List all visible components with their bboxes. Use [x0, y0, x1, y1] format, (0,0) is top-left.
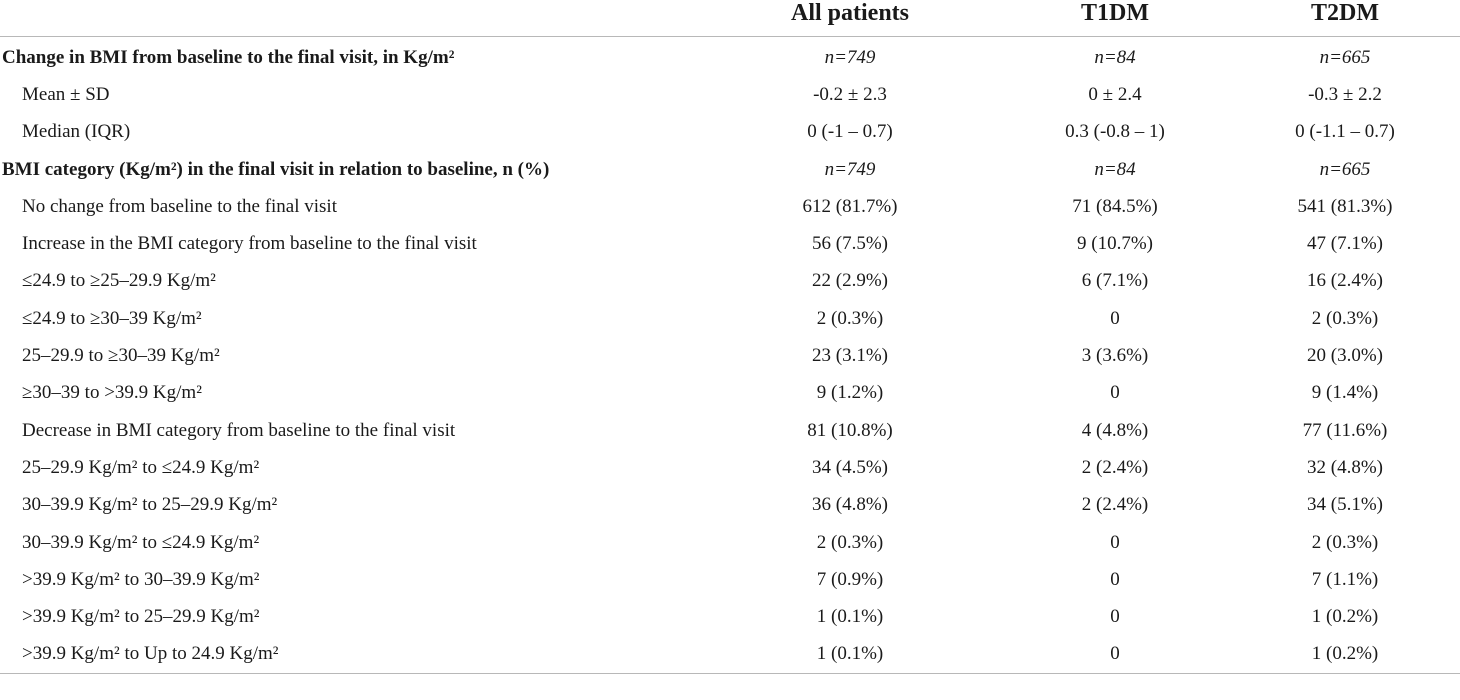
cell-all-patients: -0.2 ± 2.3 — [813, 83, 887, 105]
row-label: ≤24.9 to ≥25–29.9 Kg/m² — [22, 270, 216, 292]
cell-all-patients: 2 (0.3%) — [816, 531, 884, 553]
cell-all-patients: n=749 — [824, 158, 876, 180]
table-row — [0, 188, 1460, 225]
cell-t2dm: 20 (3.0%) — [1307, 345, 1383, 367]
cell-all-patients: 0 (-1 – 0.7) — [807, 121, 893, 143]
cell-t1dm: 0 — [1000, 636, 1230, 674]
cell-all-patients: 34 (4.5%) — [812, 456, 888, 478]
cell-t1dm: 0 — [1110, 531, 1120, 553]
row-label: Change in BMI from baseline to the final visit, in Kg/m² — [2, 46, 455, 68]
row-label: >39.9 Kg/m² to Up to 24.9 Kg/m² — [0, 636, 700, 674]
cell-all-patients: 22 (2.9%) — [812, 270, 888, 292]
cell-t1dm: 0 ± 2.4 — [1088, 83, 1142, 105]
table-row — [0, 561, 1460, 598]
cell-t1dm: n=84 — [1094, 158, 1136, 180]
table-row — [0, 636, 1460, 674]
table-row — [0, 598, 1460, 635]
cell-t2dm: 34 (5.1%) — [1307, 494, 1383, 516]
row-label: 30–39.9 Kg/m² to ≤24.9 Kg/m² — [22, 531, 260, 553]
cell-t2dm: 77 (11.6%) — [1302, 419, 1388, 441]
cell-t1dm: 0 — [1110, 382, 1120, 404]
row-label: >39.9 Kg/m² to 25–29.9 Kg/m² — [22, 606, 260, 628]
header-t2dm: T2DM — [1230, 0, 1460, 37]
cell-t1dm: 2 (2.4%) — [1081, 456, 1149, 478]
row-label: No change from baseline to the final visit — [22, 195, 337, 217]
cell-t1dm: 71 (84.5%) — [1072, 195, 1158, 217]
cell-t1dm: 0.3 (-0.8 – 1) — [1065, 121, 1165, 143]
cell-t2dm: 541 (81.3%) — [1297, 195, 1393, 217]
table-row — [0, 375, 1460, 412]
cell-t1dm: 2 (2.4%) — [1081, 494, 1149, 516]
cell-t2dm: 2 (0.3%) — [1311, 531, 1379, 553]
table-row — [0, 412, 1460, 449]
cell-t2dm: n=665 — [1319, 46, 1371, 68]
table-row — [0, 524, 1460, 561]
row-label: 25–29.9 Kg/m² to ≤24.9 Kg/m² — [22, 456, 260, 478]
cell-t2dm: n=665 — [1319, 158, 1371, 180]
header-all-patients: All patients — [700, 0, 1000, 37]
header-label-column — [0, 0, 700, 37]
cell-t2dm: 0 (-1.1 – 0.7) — [1295, 121, 1395, 143]
cell-all-patients: 36 (4.8%) — [812, 494, 888, 516]
table-row — [0, 225, 1460, 262]
cell-t1dm: 9 (10.7%) — [1077, 233, 1153, 255]
cell-all-patients: 81 (10.8%) — [807, 419, 893, 441]
cell-t2dm: 2 (0.3%) — [1311, 307, 1379, 329]
table-row — [0, 76, 1460, 113]
row-label: 30–39.9 Kg/m² to 25–29.9 Kg/m² — [22, 494, 278, 516]
table-row — [0, 263, 1460, 300]
row-label: Mean ± SD — [22, 83, 110, 105]
row-label: ≤24.9 to ≥30–39 Kg/m² — [22, 307, 202, 329]
section-row — [0, 37, 1460, 77]
cell-t1dm: n=84 — [1094, 46, 1136, 68]
cell-t1dm: 3 (3.6%) — [1081, 345, 1149, 367]
cell-t2dm: -0.3 ± 2.2 — [1308, 83, 1382, 105]
table-row — [0, 487, 1460, 524]
cell-t1dm: 0 — [1110, 568, 1120, 590]
cell-t1dm: 6 (7.1%) — [1081, 270, 1149, 292]
cell-t2dm: 32 (4.8%) — [1307, 456, 1383, 478]
header-row — [0, 0, 1460, 37]
cell-all-patients: 1 (0.1%) — [700, 636, 1000, 674]
table-row — [0, 300, 1460, 337]
cell-t2dm: 1 (0.2%) — [1230, 636, 1460, 674]
row-label: >39.9 Kg/m² to 30–39.9 Kg/m² — [22, 568, 260, 590]
row-label: Decrease in BMI category from baseline to the final visit — [22, 419, 456, 441]
cell-t2dm: 7 (1.1%) — [1311, 568, 1379, 590]
row-label: Median (IQR) — [22, 121, 131, 143]
cell-all-patients: 1 (0.1%) — [816, 606, 884, 628]
cell-t2dm: 16 (2.4%) — [1307, 270, 1383, 292]
cell-all-patients: 56 (7.5%) — [812, 233, 888, 255]
row-label: 25–29.9 to ≥30–39 Kg/m² — [22, 345, 220, 367]
section-row — [0, 151, 1460, 188]
header-t1dm: T1DM — [1000, 0, 1230, 37]
cell-t1dm: 0 — [1110, 307, 1120, 329]
row-label: ≥30–39 to >39.9 Kg/m² — [22, 382, 202, 404]
cell-t1dm: 0 — [1110, 606, 1120, 628]
cell-all-patients: 7 (0.9%) — [816, 568, 884, 590]
cell-t2dm: 9 (1.4%) — [1311, 382, 1379, 404]
table-row — [0, 114, 1460, 151]
cell-all-patients: 2 (0.3%) — [816, 307, 884, 329]
table-row — [0, 337, 1460, 374]
cell-all-patients: n=749 — [824, 46, 876, 68]
cell-all-patients: 23 (3.1%) — [812, 345, 888, 367]
cell-all-patients: 612 (81.7%) — [802, 195, 898, 217]
table-body — [0, 37, 1460, 674]
row-label: BMI category (Kg/m²) in the final visit in relation to baseline, n (%) — [2, 158, 550, 180]
cell-t1dm: 4 (4.8%) — [1081, 419, 1149, 441]
cell-all-patients: 9 (1.2%) — [816, 382, 884, 404]
table-row — [0, 449, 1460, 486]
cell-t2dm: 47 (7.1%) — [1307, 233, 1383, 255]
row-label: Increase in the BMI category from baseline to the final visit — [22, 233, 477, 255]
cell-t2dm: 1 (0.2%) — [1311, 606, 1379, 628]
